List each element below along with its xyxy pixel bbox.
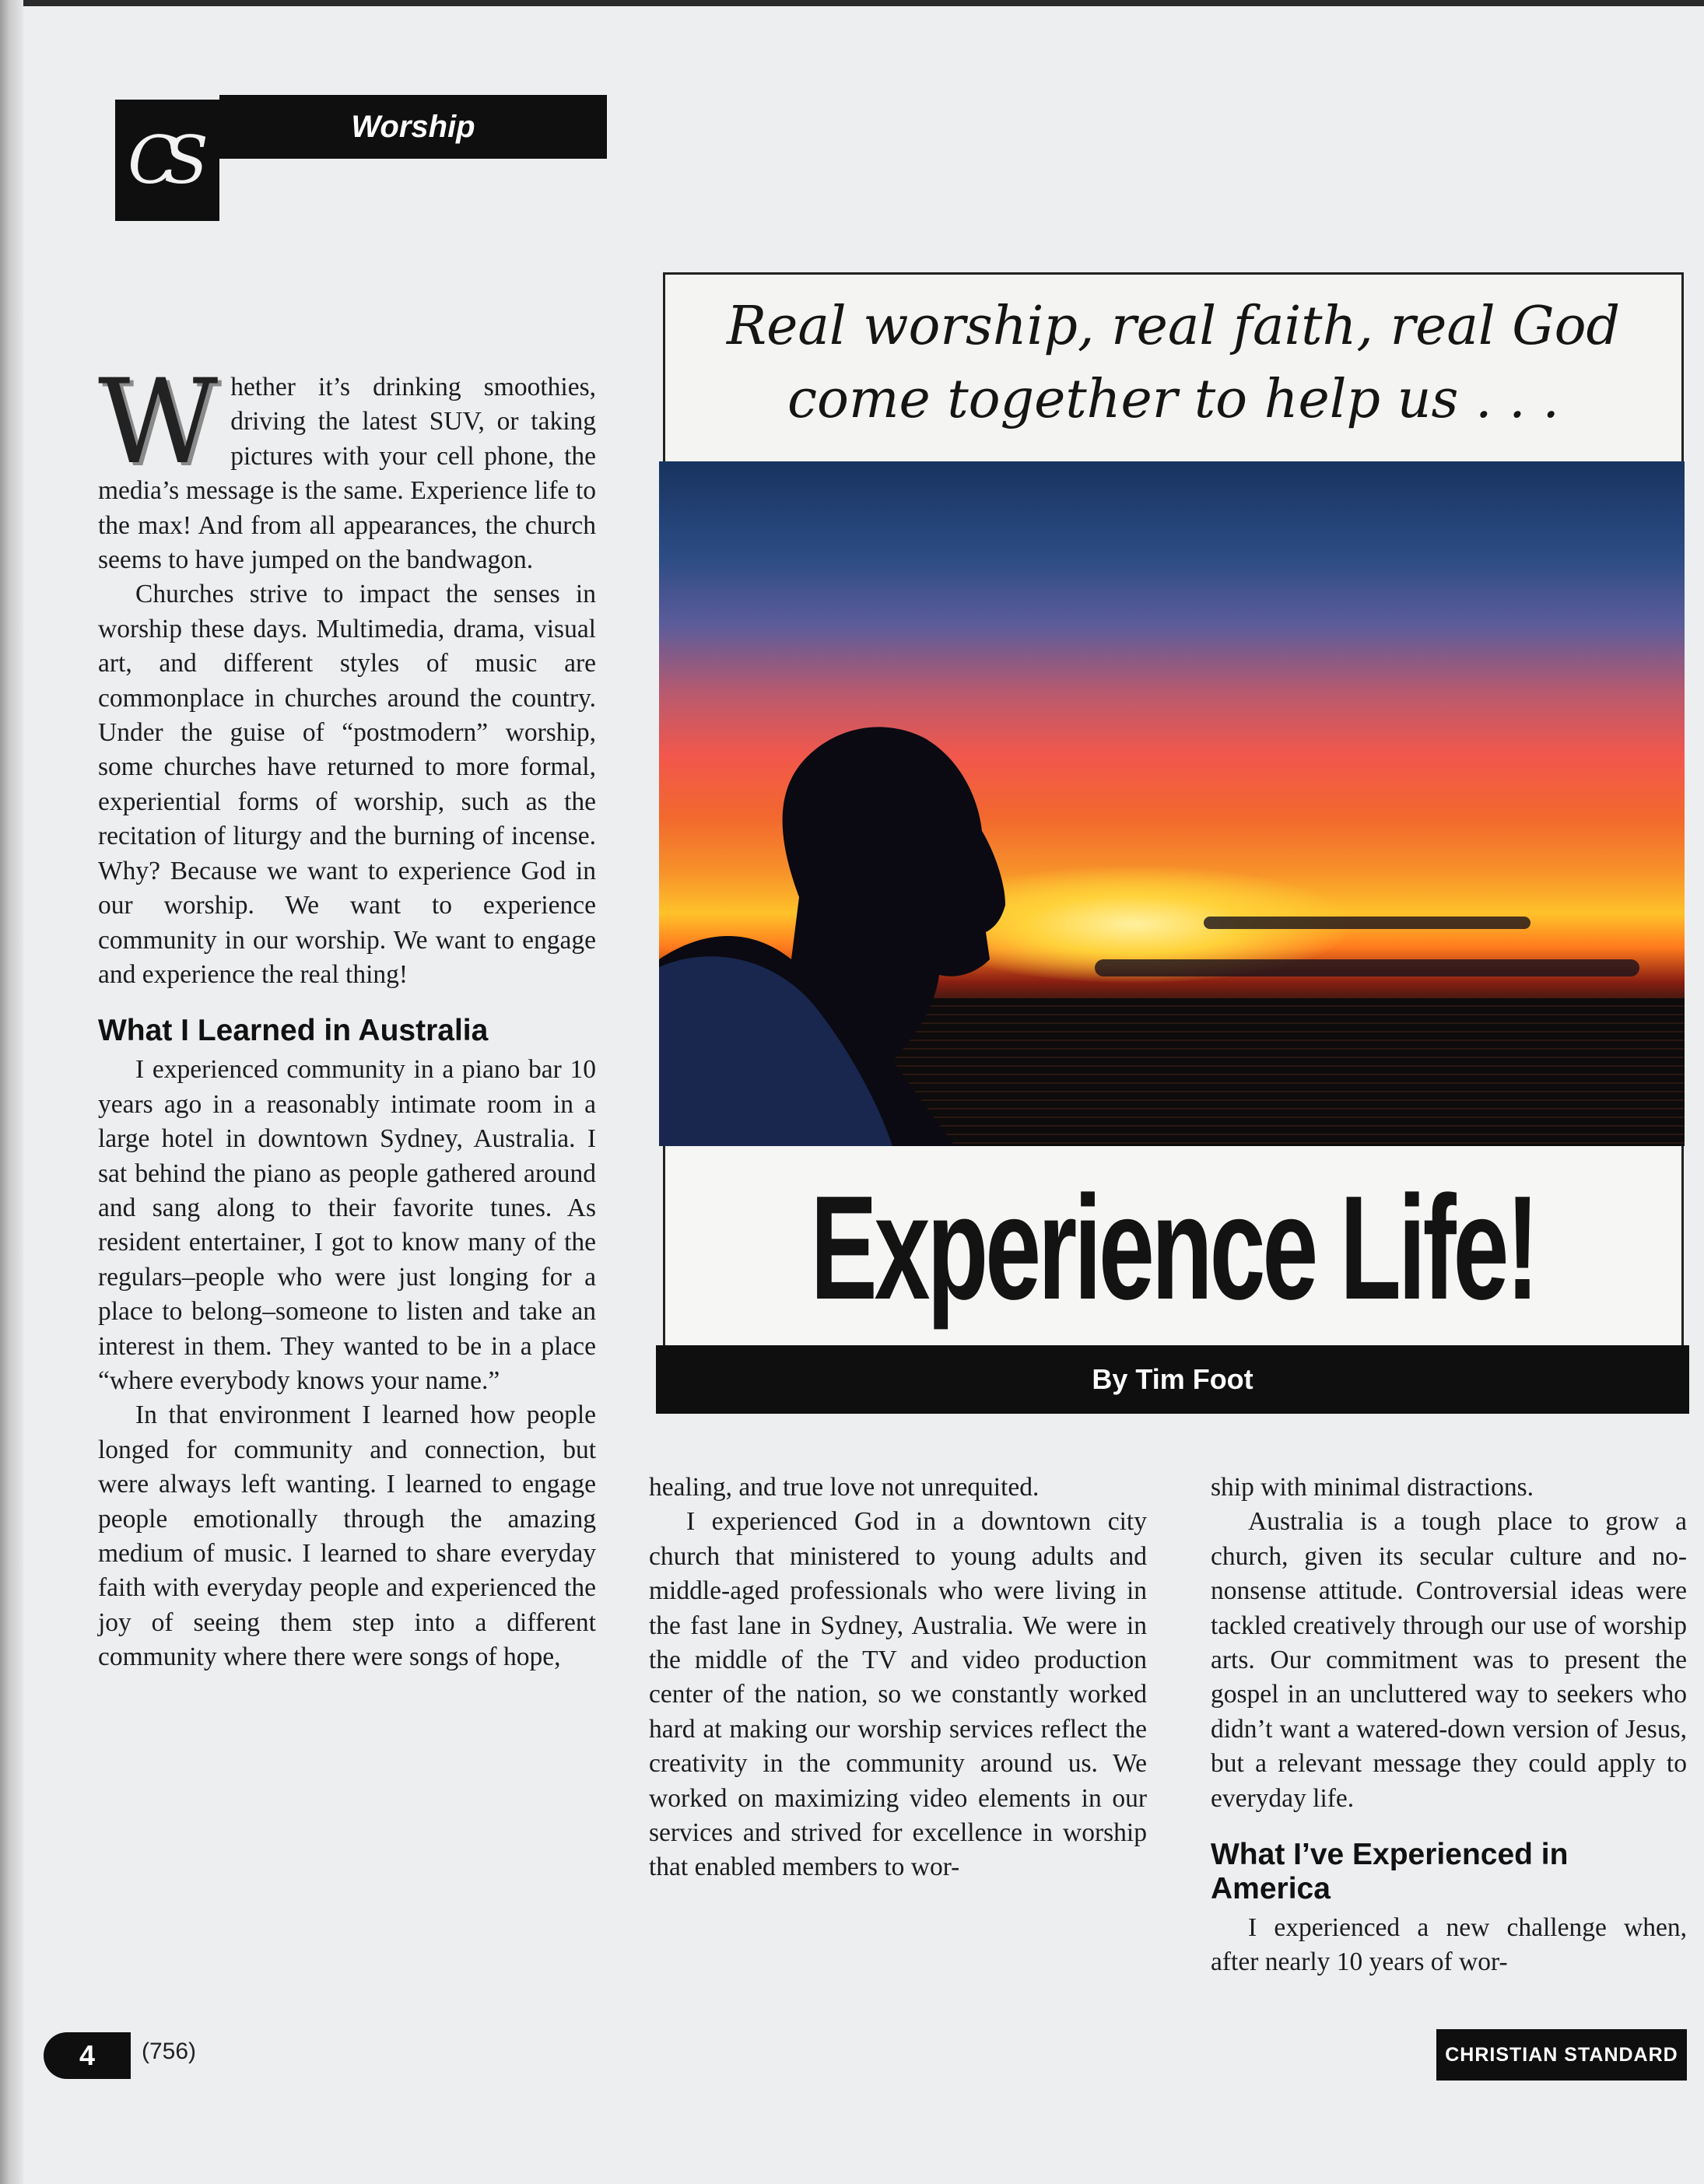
silhouette-figure — [659, 461, 1685, 1146]
page-top-edge — [0, 0, 1704, 6]
magazine-name: CHRISTIAN STANDARD — [1445, 2043, 1678, 2066]
magazine-name-bar — [1436, 2029, 1687, 2081]
article-paragraph: I experienced community in a piano bar 10 years ago in a reasonably intimate room in a large hotel in downtown Sydney, Australia. I sat behind the piano as people gathered around and sang along to their favorite tunes. As resident entertainer, I got to know many of the regulars–people who were just longing for a place to belong–someone to listen and take an interest in them. They wanted to be in a place “where everybody knows your name.” — [98, 1055, 596, 1395]
byline: By Tim Foot — [1092, 1363, 1253, 1395]
sunset-photo — [659, 461, 1685, 1146]
article-paragraph: Churches strive to impact the senses in worship these days. Multimedia, drama, visual art, and different styles of music are commonplace in churches around the country. Under the guise of “postmodern” worship, some churches have returned to more formal, experiential forms of worship, such as the recitation of liturgy and the burning of incense. Why? Because we want to experience God in our worship. We want to experience community in our worship. We want to engage and experience the real thing! — [98, 580, 596, 989]
article-column-3 — [1211, 1471, 1687, 1980]
article-paragraph: I experienced a new challenge when, after nearly 10 years of wor- — [1211, 1913, 1687, 1977]
headline-text: Experience Life! — [810, 1166, 1537, 1330]
article-column-1 — [98, 355, 596, 1675]
headline — [665, 1148, 1681, 1348]
article-paragraph: In that environment I learned how people longed for community and connection, but were always left wanting. I learned to engage people emotionally through the amazing medium of music. I learned to share everyday faith with everyday people and experienced the joy of seeing them step into a different community where there were songs of hope, — [98, 1400, 596, 1672]
page-number: 4 — [79, 2039, 96, 2071]
page-number-badge — [44, 2032, 131, 2079]
byline-bar — [656, 1345, 1689, 1414]
tagline-line-2: come together to help us . . . — [787, 369, 1560, 430]
article-paragraph: Australia is a tough place to grow a church, given its secular culture and no-nonsense attitude. Controversial ideas were tackled creatively through our use of worship arts. Our commitment was to present the gospel in an uncluttered way to seekers who didn’t want a watered-down version of Jesus, but a relevant message they could apply to everyday life. — [1211, 1507, 1687, 1813]
article-paragraph: ship with minimal distractions. — [1211, 1473, 1534, 1502]
page-code: (756) — [142, 2039, 197, 2064]
feature-box — [663, 272, 1684, 1413]
tagline — [665, 290, 1681, 436]
section-title: Worship — [351, 109, 475, 144]
article-paragraph: I experienced God in a downtown city church that ministered to young adults and middle-aged professionals who were living in the fast lane in Sydney, Australia. We were in the middle of the TV and video production center of the nation, so we constantly worked hard at making our worship services reflect the creativity in the community around us. We worked on maximizing video elements in our services and strived for excellence in worship that enabled members to wor- — [649, 1507, 1147, 1882]
section-title-bar — [219, 95, 607, 159]
cs-logo — [115, 100, 219, 221]
tagline-line-1: Real worship, real faith, real God — [726, 296, 1621, 357]
subheading-australia: What I Learned in Australia — [98, 1014, 489, 1048]
article-paragraph: healing, and true love not unrequited. — [649, 1473, 1040, 1502]
article-column-2 — [649, 1471, 1147, 1885]
subheading-america: What I’ve Experienced in America — [1211, 1838, 1569, 1906]
cs-logo-text: CS — [128, 122, 195, 198]
drop-cap: W — [98, 355, 219, 490]
page-binding-edge — [0, 0, 23, 2184]
article-paragraph: Whether it’s drinking smoothies, driving the latest SUV, or taking pictures with your cell phone, the media’s message is the same. Experience life to the max! And from all appearances, the church seems to have jumped on the bandwagon. — [98, 355, 596, 575]
